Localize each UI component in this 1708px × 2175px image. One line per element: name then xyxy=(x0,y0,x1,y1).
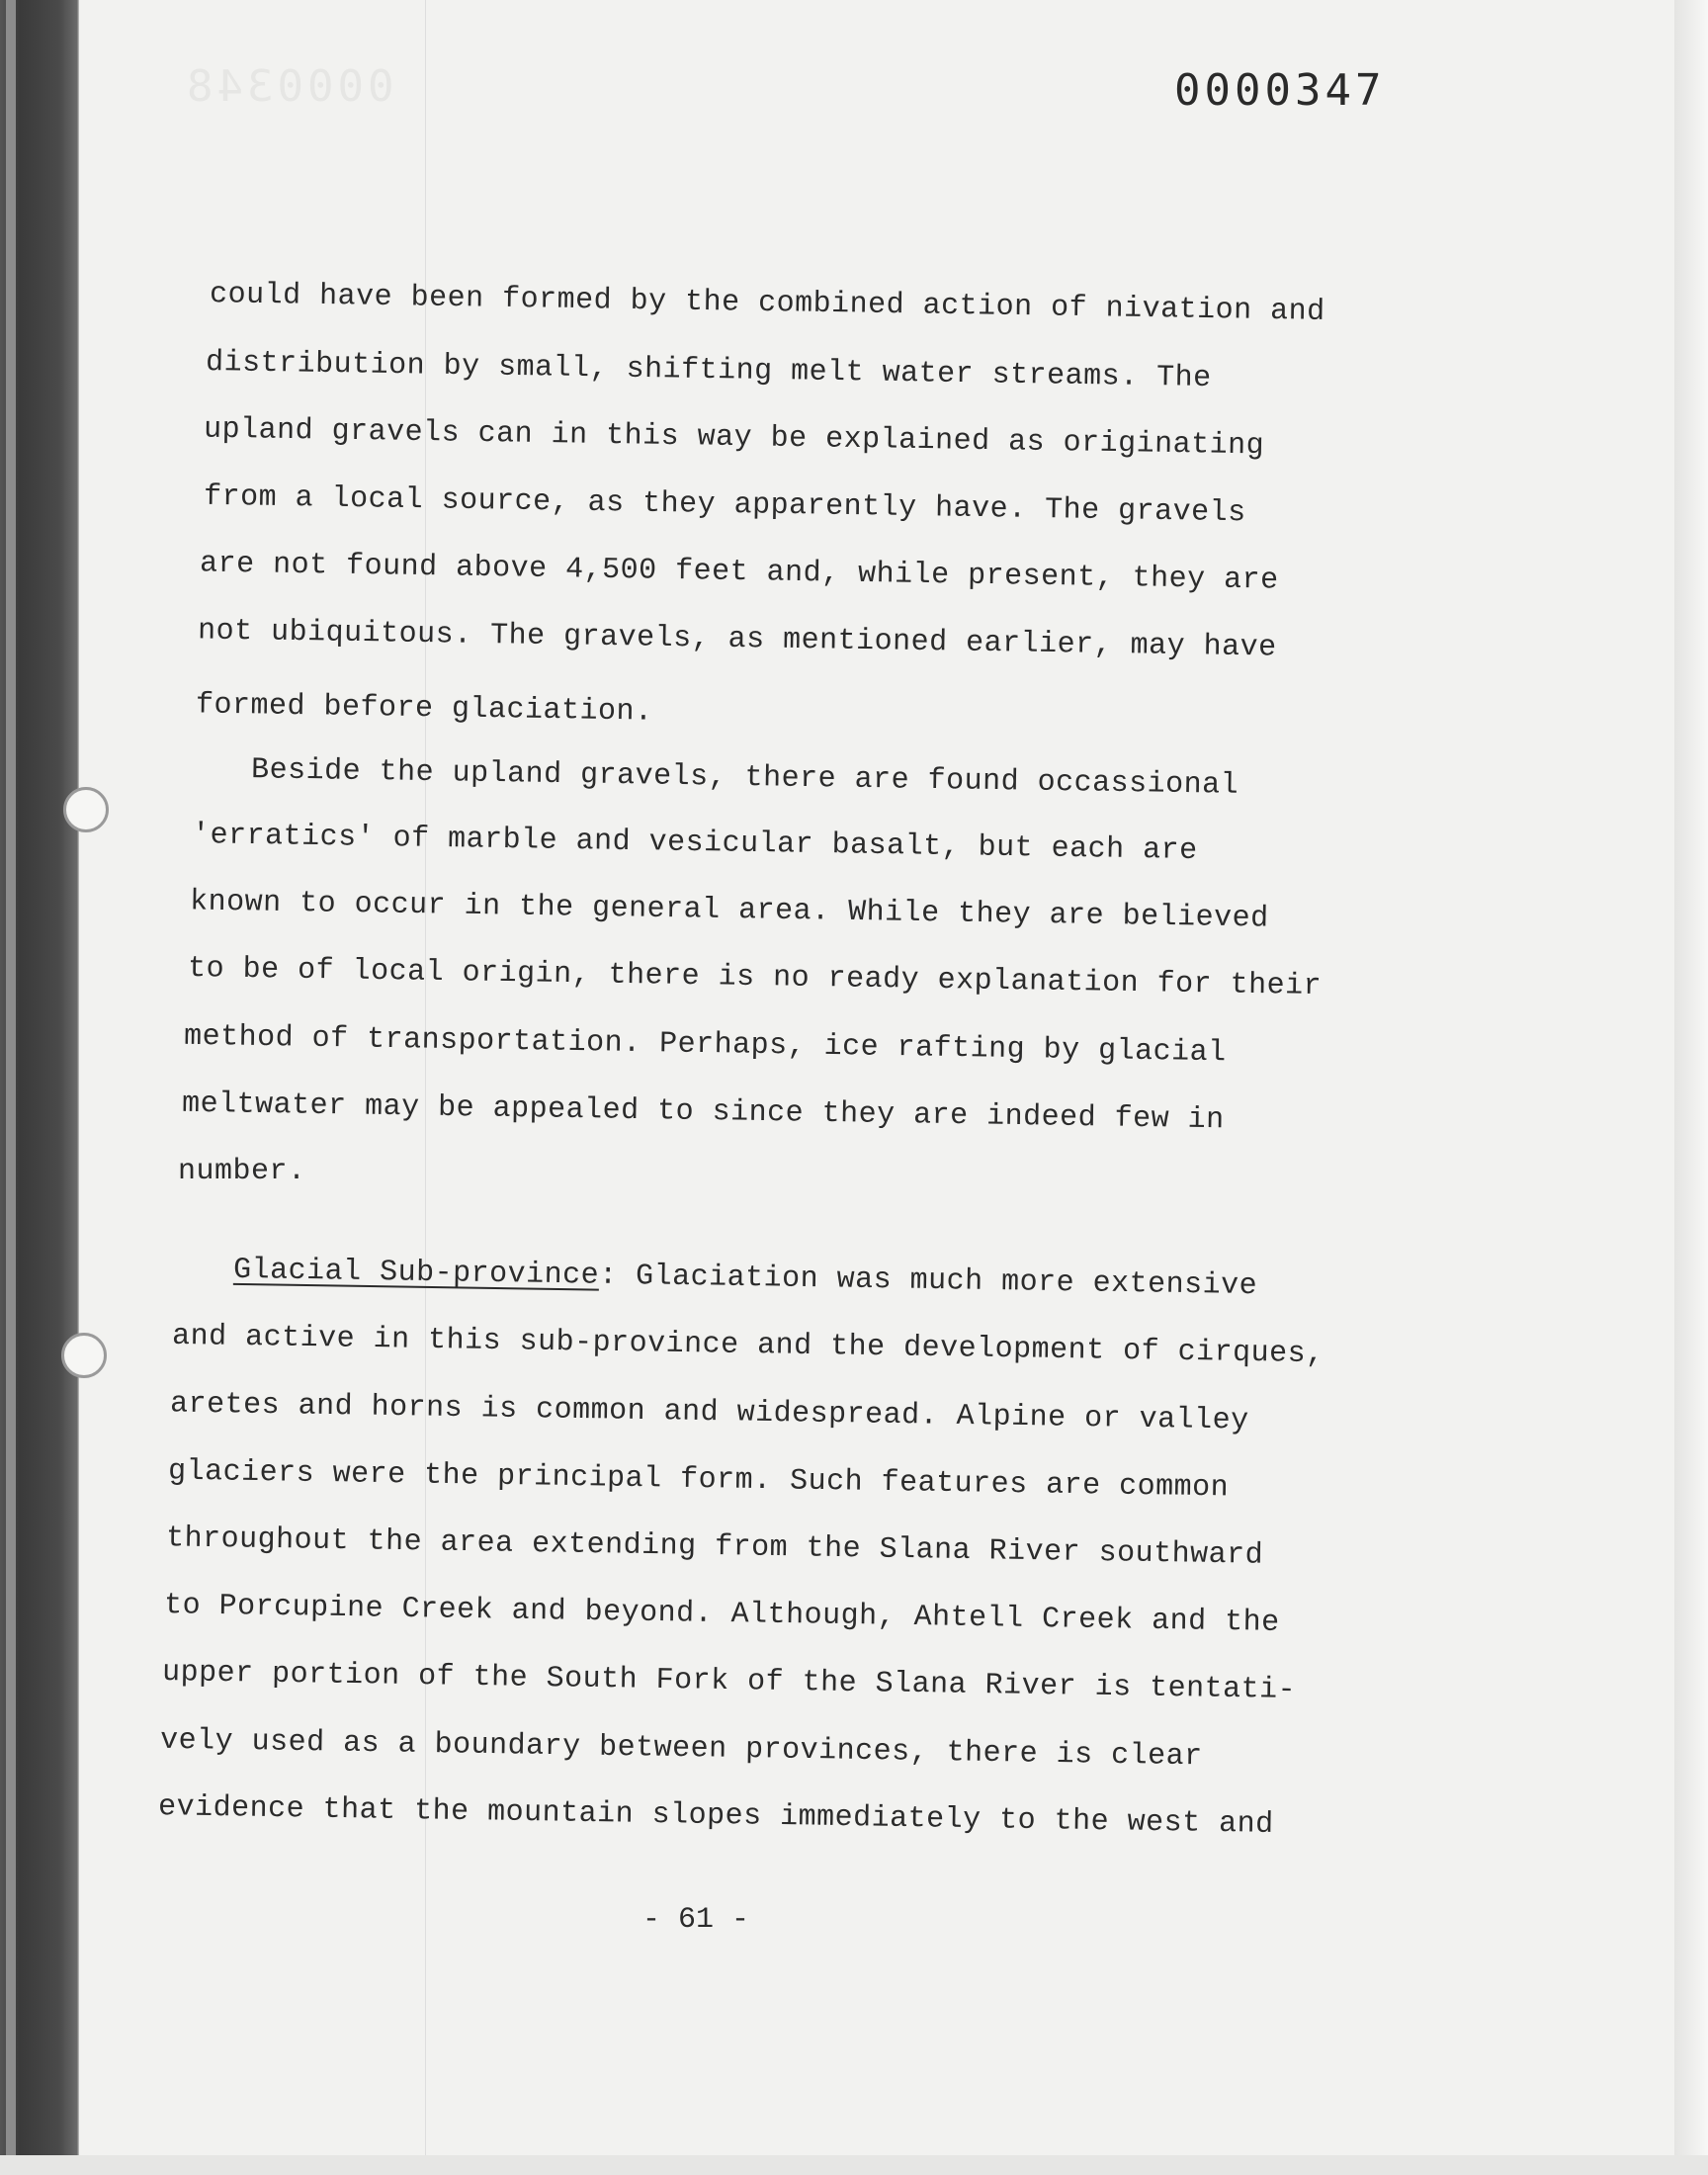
paragraph-1-line: from a local source, as they apparently have. The gravels xyxy=(203,479,1246,531)
paragraph-1-line: are not found above 4,500 feet and, while present, they are xyxy=(199,547,1279,598)
punch-hole-bottom xyxy=(61,1333,107,1378)
document-number: 0000347 xyxy=(1174,65,1386,116)
paragraph-2-line: 'erratics' of marble and vesicular basalt, but each are xyxy=(191,819,1198,868)
page-bottom-edge xyxy=(0,2155,1708,2175)
section-heading-continuation: : Glaciation was much more extensive xyxy=(598,1259,1258,1304)
fold-line xyxy=(425,0,426,2175)
paragraph-1-line: distribution by small, shifting melt water streams. The xyxy=(205,346,1212,395)
paragraph-2-line: method of transportation. Perhaps, ice rafting by glacial xyxy=(183,1019,1227,1071)
paragraph-3-line: glaciers were the principal form. Such features are common xyxy=(167,1454,1230,1506)
paragraph-1-line: could have been formed by the combined action of nivation and xyxy=(209,278,1325,329)
paragraph-3-line: upper portion of the South Fork of the Slana River is tentati- xyxy=(161,1655,1297,1708)
paragraph-3-line: and active in this sub-province and the development of cirques, xyxy=(171,1319,1324,1372)
paragraph-3-line: throughout the area extending from the Slana River southward xyxy=(165,1522,1264,1573)
paragraph-1-line: upland gravels can in this way be explained as originating xyxy=(203,412,1265,464)
paragraph-1-line: not ubiquitous. The gravels, as mentioned earlier, may have xyxy=(197,614,1277,665)
page-number: - 61 - xyxy=(642,1903,750,1937)
ghost-document-number: 0000348 xyxy=(183,61,394,112)
binding-strip xyxy=(0,0,79,2175)
paragraph-3-line: aretes and horns is common and widespread. Alpine or valley xyxy=(169,1387,1249,1438)
paragraph-3-line: to Porcupine Creek and beyond. Although, Ahtell Creek and the xyxy=(163,1589,1280,1640)
punch-hole-top xyxy=(63,787,109,832)
paragraph-2-line: meltwater may be appealed to since they are indeed few in xyxy=(181,1087,1225,1138)
section-heading: Glacial Sub-province xyxy=(232,1253,600,1293)
paragraph-3-line: vely used as a boundary between provinces, there is clear xyxy=(159,1723,1203,1775)
paragraph-1-line: formed before glaciation. xyxy=(195,688,653,730)
paragraph-2-line: known to occur in the general area. While they are believed xyxy=(189,885,1269,936)
paragraph-2-line: Beside the upland gravels, there are found occassional xyxy=(250,753,1239,803)
paragraph-2-line: to be of local origin, there is no ready explanation for their xyxy=(187,951,1323,1004)
paragraph-2-line: number. xyxy=(178,1155,306,1188)
page-right-edge xyxy=(1674,0,1708,2175)
paragraph-3-heading-line xyxy=(233,1254,1258,1303)
paragraph-3-line: evidence that the mountain slopes immediately to the west and xyxy=(157,1790,1274,1842)
